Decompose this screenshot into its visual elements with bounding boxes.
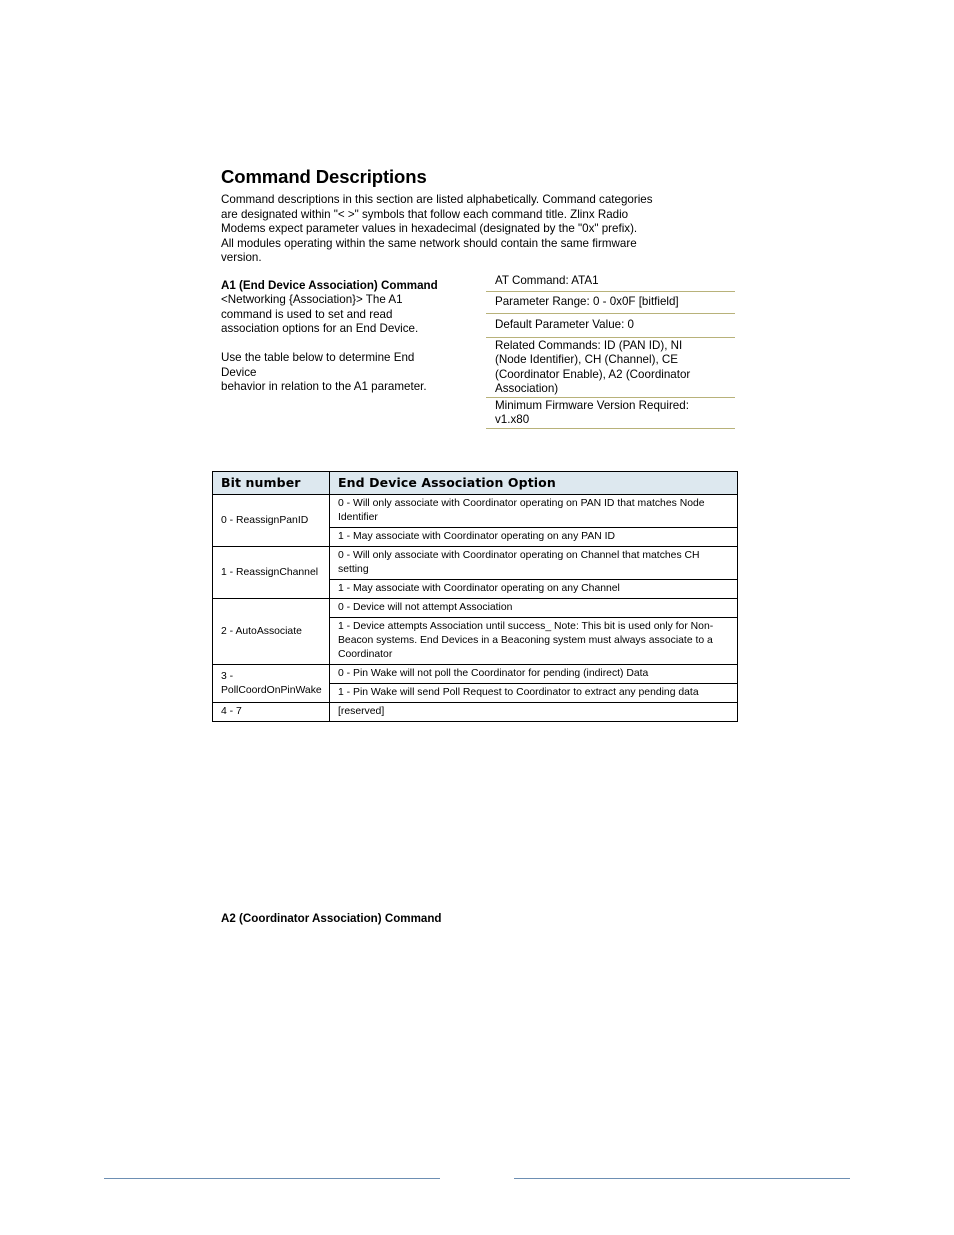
param-line: Minimum Firmware Version Required:	[495, 398, 689, 412]
bit-cell: 2 - AutoAssociate	[213, 599, 330, 665]
param-default-value	[486, 314, 735, 338]
option-cell: 0 - Will only associate with Coordinator operating on Channel that matches CH setting	[330, 547, 738, 580]
option-cell: 0 - Pin Wake will not poll the Coordinator for pending (indirect) Data	[330, 665, 738, 684]
param-related-commands	[486, 338, 735, 398]
page-title: Command Descriptions	[221, 166, 427, 187]
table-header-row	[213, 472, 738, 495]
param-line: Default Parameter Value: 0	[495, 318, 634, 331]
a1-bitfield-table	[212, 471, 738, 722]
bit-cell: 4 - 7	[213, 703, 330, 722]
intro-line: Command descriptions in this section are listed alphabetically. Command categories	[221, 193, 653, 206]
param-line: (Coordinator Enable), A2 (Coordinator	[495, 367, 691, 381]
option-cell: 1 - Device attempts Association until success_ Note: This bit is used only for Non-Beacon systems. End Devices in a Beaconing system must always associate to a Coordinator	[330, 618, 738, 665]
footer-rule-left	[104, 1178, 440, 1179]
a1-description-line: association options for an End Device.	[221, 322, 419, 335]
intro-line: are designated within "< >" symbols that follow each command title. Zlinx Radio	[221, 207, 629, 221]
option-cell: 1 - Pin Wake will send Poll Request to Coordinator to extract any pending data	[330, 684, 738, 703]
option-cell: 0 - Will only associate with Coordinator operating on PAN ID that matches Node Identifier	[330, 495, 738, 528]
intro-line: Modems expect parameter values in hexadecimal (designated by the "0x" prefix).	[221, 222, 638, 235]
table-row	[213, 547, 738, 580]
param-line: (Node Identifier), CH (Channel), CE	[495, 353, 678, 366]
table-row	[213, 703, 738, 722]
a1-usage-line: Device	[221, 365, 257, 379]
a1-description	[221, 293, 471, 337]
param-min-firmware	[486, 398, 735, 429]
a1-parameter-box	[486, 273, 735, 429]
table-row	[213, 665, 738, 684]
a1-command-title: A1 (End Device Association) Command	[221, 279, 438, 292]
a1-usage-line: Use the table below to determine End	[221, 351, 415, 364]
a2-command-title: A2 (Coordinator Association) Command	[221, 912, 442, 925]
intro-paragraph	[221, 193, 701, 266]
bit-cell: 3 - PollCoordOnPinWake	[213, 665, 330, 703]
param-range	[486, 292, 735, 315]
table-row	[213, 599, 738, 618]
a1-usage-line: behavior in relation to the A1 parameter.	[221, 380, 427, 393]
intro-line: version.	[221, 251, 262, 264]
column-header-option: End Device Association Option	[330, 472, 738, 495]
param-line: Related Commands: ID (PAN ID), NI	[495, 338, 683, 352]
option-cell: [reserved]	[330, 703, 738, 722]
param-line: v1.x80	[495, 413, 530, 426]
intro-line: All modules operating within the same network should contain the same firmware	[221, 236, 637, 250]
param-at-command	[486, 273, 735, 292]
column-header-bit-number: Bit number	[213, 472, 330, 495]
bit-cell: 0 - ReassignPanID	[213, 495, 330, 547]
bit-cell: 1 - ReassignChannel	[213, 547, 330, 599]
a1-description-line: command is used to set and read	[221, 307, 393, 321]
a1-description-line: <Networking {Association}> The A1	[221, 293, 403, 306]
option-cell: 1 - May associate with Coordinator operating on any Channel	[330, 580, 738, 599]
option-cell: 1 - May associate with Coordinator operating on any PAN ID	[330, 528, 738, 547]
param-line: Parameter Range: 0 - 0x0F [bitfield]	[495, 294, 679, 308]
a1-usage-note	[221, 351, 471, 395]
param-line: Association)	[495, 382, 559, 395]
option-cell: 0 - Device will not attempt Association	[330, 599, 738, 618]
table-row	[213, 495, 738, 528]
footer-rule-right	[514, 1178, 850, 1179]
param-line: AT Command: ATA1	[495, 274, 599, 287]
